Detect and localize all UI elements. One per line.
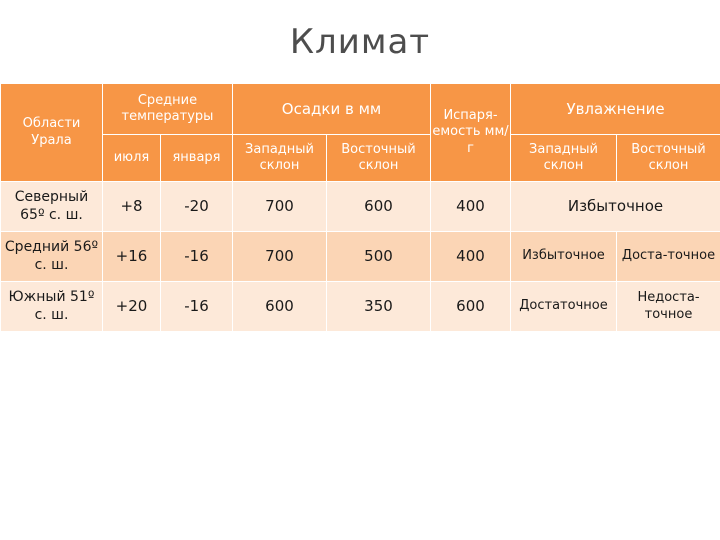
region-cell: Южный 51º с. ш. (1, 282, 103, 332)
header-precip: Осадки в мм (233, 84, 431, 135)
january-cell: -20 (161, 182, 233, 232)
precip-west-cell: 700 (233, 182, 327, 232)
precip-east-cell: 600 (327, 182, 431, 232)
header-humid: Увлажнение (511, 84, 720, 135)
evap-cell: 600 (431, 282, 511, 332)
evap-cell: 400 (431, 182, 511, 232)
humid-cell: Избыточное (511, 182, 720, 232)
header-temps: Средние температуры (103, 84, 233, 135)
humid-west-cell: Достаточное (511, 282, 617, 332)
humid-east-cell: Доста-точное (617, 232, 720, 282)
precip-east-cell: 350 (327, 282, 431, 332)
january-cell: -16 (161, 282, 233, 332)
region-cell: Средний 56º с. ш. (1, 232, 103, 282)
header-regions: Области Урала (1, 84, 103, 182)
header-january: января (161, 135, 233, 182)
slide-title: Климат (289, 22, 431, 62)
precip-east-cell: 500 (327, 232, 431, 282)
region-cell: Северный 65º с. ш. (1, 182, 103, 232)
precip-west-cell: 700 (233, 232, 327, 282)
july-cell: +20 (103, 282, 161, 332)
table-row (1, 282, 720, 332)
humid-west-cell: Избыточное (511, 232, 617, 282)
climate-table (0, 83, 720, 332)
july-cell: +16 (103, 232, 161, 282)
table-row (1, 232, 720, 282)
july-cell: +8 (103, 182, 161, 232)
humid-east-cell: Недоста-точное (617, 282, 720, 332)
header-precip-east: Восточный склон (327, 135, 431, 182)
header-humid-east: Восточный склон (617, 135, 720, 182)
header-humid-west: Западный склон (511, 135, 617, 182)
header-evap: Испаря-емость мм/г (431, 84, 511, 182)
january-cell: -16 (161, 232, 233, 282)
precip-west-cell: 600 (233, 282, 327, 332)
table-row (1, 182, 720, 232)
evap-cell: 400 (431, 232, 511, 282)
header-precip-west: Западный склон (233, 135, 327, 182)
header-july: июля (103, 135, 161, 182)
